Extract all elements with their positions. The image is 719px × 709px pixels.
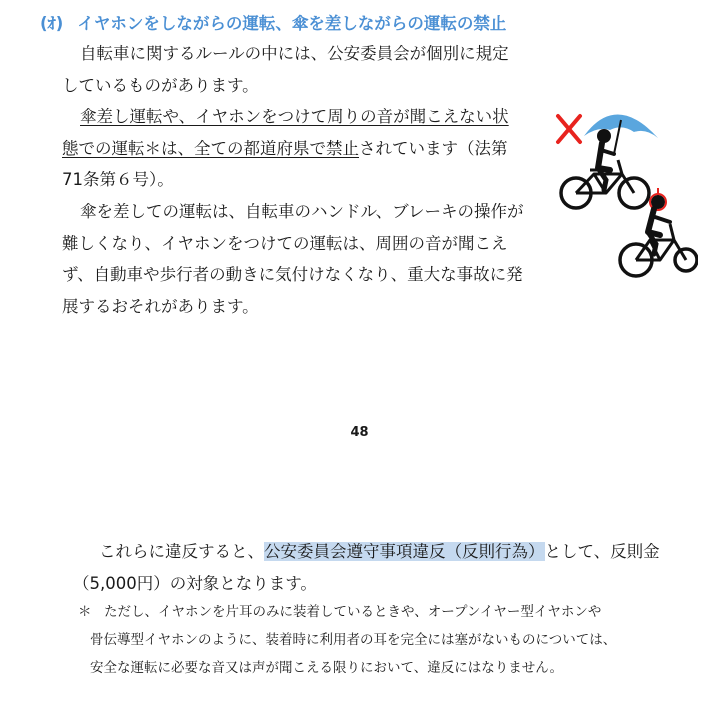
underlined-prohibition-text: 傘差し運転や、イヤホンをつけて周りの音が聞こえない状態での運転＊は、全ての都道府県で禁止 xyxy=(62,107,509,158)
prohibition-rest-text: されています（法第71条第６号）。 xyxy=(62,138,508,189)
footnote-star: ＊ xyxy=(78,604,92,620)
section-heading xyxy=(40,10,600,34)
paragraph-prohibition xyxy=(62,101,524,196)
cyclist-illustration xyxy=(548,98,698,288)
earphone-cyclist-icon xyxy=(620,188,697,276)
danger-explanation-text: 傘を差しての運転は、自転車のハンドル、ブレーキの操作が難しくなり、イヤホンをつけての運転は、周囲の音が聞こえず、自動車や歩行者の動きに気付けなくなり、重大な事故に発展するおそれがあります。 xyxy=(62,202,524,316)
penalty-suffix: として、反則金（5,000円）の対象となります。 xyxy=(73,542,660,593)
paragraph-danger-explanation xyxy=(62,196,524,322)
heading-title: イヤホンをしながらの運転、傘を差しながらの運転の禁止 xyxy=(77,14,507,33)
paragraph-rules-intro-text: 自転車に関するルールの中には、公安委員会が個別に規定しているものがあります。 xyxy=(62,44,509,95)
page-number: 48 xyxy=(350,425,369,440)
penalty-prefix: これらに違反すると、 xyxy=(99,542,264,561)
paragraph-rules-intro xyxy=(62,38,524,101)
highlighted-violation-text[interactable]: 公安委員会遵守事項違反（反則行為） xyxy=(264,542,545,561)
cross-mark-icon xyxy=(558,116,580,142)
footnote-line-3: 安全な運転に必要な音又は声が聞こえる限りにおいて、違反にはなりません。 xyxy=(90,660,564,676)
footnote xyxy=(78,598,698,682)
heading-marker: (ｵ) xyxy=(40,14,64,33)
umbrella-cyclist-icon xyxy=(561,114,658,208)
footnote-line-2: 骨伝導型イヤホンのように、装着時に利用者の耳を完全には塞がないものについては、 xyxy=(90,632,617,648)
footnote-line-1: ただし、イヤホンを片耳のみに装着しているときや、オープンイヤー型イヤホンや xyxy=(104,604,602,620)
paragraph-penalty xyxy=(73,536,693,600)
